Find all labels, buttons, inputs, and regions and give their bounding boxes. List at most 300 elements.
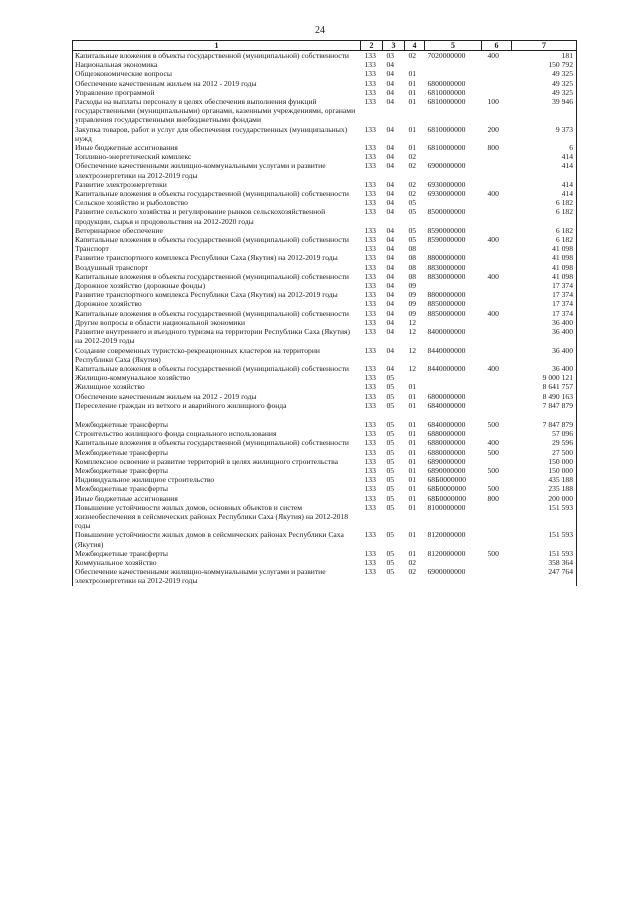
row-target-article: 6880000000 xyxy=(427,438,466,448)
row-target-article xyxy=(425,558,482,567)
row-section: 04 xyxy=(386,189,395,199)
row-ministry: 133 xyxy=(364,262,376,272)
row-amount: 181 xyxy=(512,51,577,61)
row-subsection: 01 xyxy=(408,87,417,97)
row-expense-type xyxy=(482,180,512,189)
row-section: 04 xyxy=(386,60,395,70)
row-target-article: 8120000000 xyxy=(427,548,466,558)
table-row xyxy=(73,410,577,420)
row-section: 04 xyxy=(386,207,395,217)
row-expense-type xyxy=(482,382,512,391)
row-section: 04 xyxy=(386,87,395,97)
row-section: 04 xyxy=(386,299,395,309)
table-row xyxy=(73,401,577,410)
row-subsection: 09 xyxy=(408,308,417,318)
row-ministry: 133 xyxy=(364,382,376,392)
row-name: Создание современных туристско-рекреационных кластеров на территории Республики Саха (Якутия) xyxy=(73,346,361,364)
row-target-article xyxy=(425,318,482,327)
row-target-article: 7020000000 xyxy=(427,51,466,60)
row-ministry: 133 xyxy=(364,78,376,88)
row-expense-type: 100 xyxy=(487,97,499,107)
row-expense-type: 400 xyxy=(487,308,499,318)
row-subsection: 01 xyxy=(408,391,417,401)
row-subsection xyxy=(405,373,425,382)
table-row xyxy=(73,143,577,152)
row-name: Дорожное хозяйство (дорожные фонды) xyxy=(73,281,361,290)
row-amount: 358 364 xyxy=(512,558,577,567)
row-subsection: 01 xyxy=(408,69,417,79)
row-ministry: 133 xyxy=(364,345,376,355)
row-expense-type xyxy=(482,327,512,345)
row-subsection: 08 xyxy=(408,244,417,254)
row-ministry: 133 xyxy=(364,373,376,383)
row-amount: 36 400 xyxy=(512,364,577,373)
row-subsection: 08 xyxy=(408,262,417,272)
row-name: Транспорт xyxy=(73,244,361,253)
row-name: Капитальные вложения в объекты государственной (муниципальной) собственности xyxy=(73,438,361,447)
row-section: 05 xyxy=(386,382,395,392)
row-name: Расходы на выплаты персоналу в целях обеспечения выполнения функций государственными (муниципальными) органами, казенными учреждениями, органами управления государственными внебюджетными фондами xyxy=(73,97,361,125)
row-expense-type xyxy=(482,410,512,420)
table-row xyxy=(73,392,577,401)
row-target-article: 8850000000 xyxy=(427,308,466,318)
row-name: Переселение граждан из ветхого и аварийного жилищного фонда xyxy=(73,401,361,410)
row-target-article: 6930000000 xyxy=(427,189,466,199)
row-amount: 247 764 xyxy=(512,567,577,585)
row-target-article xyxy=(425,244,482,253)
row-section: 05 xyxy=(386,429,395,439)
row-amount: 57 096 xyxy=(512,429,577,438)
row-section: 04 xyxy=(386,235,395,245)
row-subsection: 01 xyxy=(408,400,417,410)
row-amount: 151 593 xyxy=(512,549,577,558)
row-subsection: 01 xyxy=(408,78,417,88)
row-subsection: 02 xyxy=(408,189,417,199)
row-section: 04 xyxy=(386,225,395,235)
row-ministry: 133 xyxy=(364,69,376,79)
row-name: Капитальные вложения в объекты государственной (муниципальной) собственности xyxy=(73,309,361,318)
row-target-article: 8400000000 xyxy=(427,327,466,337)
row-subsection: 09 xyxy=(408,290,417,300)
row-name: Топливно-энергетический комплекс xyxy=(73,152,361,161)
row-target-article xyxy=(425,382,482,391)
column-header-target-article: 5 xyxy=(425,41,482,51)
row-target-article: 8440000000 xyxy=(427,345,466,355)
row-target-article: 8800000000 xyxy=(427,290,466,300)
row-expense-type xyxy=(482,429,512,438)
table-row xyxy=(73,69,577,78)
row-section: 03 xyxy=(386,51,395,60)
row-target-article xyxy=(425,281,482,290)
row-name: Межбюджетные трансферты xyxy=(73,420,361,429)
row-name: Жилищное хозяйство xyxy=(73,382,361,391)
row-ministry: 133 xyxy=(364,253,376,263)
table-row xyxy=(73,226,577,235)
row-section: 05 xyxy=(386,502,395,512)
budget-table xyxy=(72,40,577,586)
row-expense-type xyxy=(482,299,512,308)
row-section: 04 xyxy=(386,179,395,189)
table-row xyxy=(73,503,577,531)
row-target-article: 6840000000 xyxy=(427,400,466,410)
row-section: 05 xyxy=(386,493,395,503)
row-target-article xyxy=(425,60,482,69)
row-subsection xyxy=(405,60,425,69)
row-subsection: 01 xyxy=(408,456,417,466)
column-header-section: 3 xyxy=(383,41,405,51)
row-name: Межбюджетные трансферты xyxy=(73,448,361,457)
row-target-article: 6880000000 xyxy=(427,429,466,439)
row-expense-type: 500 xyxy=(487,548,499,558)
row-name: Иные бюджетные ассигнования xyxy=(73,143,361,152)
row-ministry: 133 xyxy=(364,299,376,309)
row-ministry: 133 xyxy=(364,447,376,457)
row-name: Другие вопросы в области национальной экономики xyxy=(73,318,361,327)
row-amount: 49 325 xyxy=(512,69,577,78)
row-expense-type: 400 xyxy=(487,189,499,199)
row-amount: 435 188 xyxy=(512,475,577,484)
row-ministry: 133 xyxy=(364,567,376,577)
row-section: 05 xyxy=(386,391,395,401)
row-target-article: 6900000000 xyxy=(427,567,466,577)
row-target-article: 6810000000 xyxy=(427,87,466,97)
row-ministry: 133 xyxy=(364,244,376,254)
row-target-article: 6810000000 xyxy=(427,124,466,134)
row-expense-type xyxy=(482,253,512,262)
row-subsection: 01 xyxy=(408,530,417,540)
row-ministry: 133 xyxy=(364,475,376,485)
row-section: 05 xyxy=(386,567,395,577)
row-name: Комплексное освоение и развитие территорий в целях жилищного строительства xyxy=(73,457,361,466)
row-target-article: 8100000000 xyxy=(427,502,466,512)
row-ministry: 133 xyxy=(364,502,376,512)
row-subsection: 12 xyxy=(408,345,417,355)
row-section: 05 xyxy=(386,447,395,457)
row-target-article: 8800000000 xyxy=(427,253,466,263)
row-expense-type xyxy=(482,198,512,207)
table-row xyxy=(73,420,577,429)
row-ministry: 133 xyxy=(364,290,376,300)
row-subsection: 08 xyxy=(408,271,417,281)
row-ministry: 133 xyxy=(364,124,376,134)
row-subsection: 01 xyxy=(408,438,417,448)
row-expense-type xyxy=(482,226,512,235)
table-row xyxy=(73,346,577,364)
row-name: Капитальные вложения в объекты государственной (муниципальной) собственности xyxy=(73,189,361,198)
row-subsection: 05 xyxy=(408,198,417,208)
row-ministry: 133 xyxy=(364,281,376,291)
row-subsection: 01 xyxy=(408,419,417,429)
row-expense-type: 200 xyxy=(487,124,499,134)
row-name: Обеспечение качественным жильем на 2012 - 2019 годы xyxy=(73,392,361,401)
row-section: 04 xyxy=(386,69,395,79)
row-expense-type: 400 xyxy=(487,51,499,60)
table-row xyxy=(73,88,577,97)
row-expense-type xyxy=(482,558,512,567)
row-target-article: 68Б0000000 xyxy=(427,475,467,485)
row-section: 04 xyxy=(386,262,395,272)
row-section: 05 xyxy=(386,419,395,429)
row-target-article: 6930000000 xyxy=(427,179,466,189)
row-amount: 36 400 xyxy=(512,327,577,345)
table-row xyxy=(73,263,577,272)
row-ministry: 133 xyxy=(364,484,376,494)
column-header-amount: 7 xyxy=(512,41,577,51)
row-subsection: 01 xyxy=(408,475,417,485)
row-section: 05 xyxy=(386,548,395,558)
row-name: Развитие транспортного комплекса Республики Саха (Якутия) на 2012-2019 годы xyxy=(73,253,361,262)
row-name: Капитальные вложения в объекты государственной (муниципальной) собственности xyxy=(73,272,361,281)
row-name: Повышение устойчивости жилых домов в сейсмических районах Республики Саха (Якутия) xyxy=(73,530,361,548)
row-target-article: 8830000000 xyxy=(427,271,466,281)
column-header-subsection: 4 xyxy=(405,41,425,51)
row-subsection: 12 xyxy=(408,317,417,327)
row-subsection: 01 xyxy=(408,548,417,558)
row-expense-type xyxy=(482,318,512,327)
row-amount: 8 490 163 xyxy=(512,392,577,401)
page-number: 24 xyxy=(315,25,325,36)
row-amount: 150 000 xyxy=(512,457,577,466)
table-row xyxy=(73,189,577,198)
row-expense-type xyxy=(482,244,512,253)
row-expense-type xyxy=(482,60,512,69)
row-expense-type: 400 xyxy=(487,235,499,245)
column-header-ministry: 2 xyxy=(361,41,383,51)
table-body xyxy=(73,51,577,586)
table-row xyxy=(73,198,577,207)
row-expense-type xyxy=(482,503,512,531)
row-expense-type: 800 xyxy=(487,493,499,503)
row-ministry: 133 xyxy=(364,456,376,466)
row-amount: 6 xyxy=(512,143,577,152)
row-ministry: 133 xyxy=(364,317,376,327)
row-name: Обеспечение качественным жильем на 2012 - 2019 годы xyxy=(73,79,361,88)
row-expense-type xyxy=(482,392,512,401)
row-section: 04 xyxy=(386,97,395,107)
row-ministry: 133 xyxy=(364,391,376,401)
row-subsection: 01 xyxy=(408,447,417,457)
row-expense-type xyxy=(482,69,512,78)
row-name: Индивидуальное жилищное строительство xyxy=(73,475,361,484)
row-ministry: 133 xyxy=(364,161,376,171)
row-amount: 6 182 xyxy=(512,198,577,207)
table-row xyxy=(73,51,577,61)
row-name: Ветеринарное обеспечение xyxy=(73,226,361,235)
row-ministry: 133 xyxy=(364,60,376,70)
row-ministry: 133 xyxy=(364,363,376,373)
row-name: Развитие электроэнергетики xyxy=(73,180,361,189)
table-row xyxy=(73,457,577,466)
row-subsection: 01 xyxy=(408,502,417,512)
row-name: Воздушный транспорт xyxy=(73,263,361,272)
row-ministry: 133 xyxy=(364,198,376,208)
row-amount: 9 373 xyxy=(512,125,577,143)
row-section: 05 xyxy=(386,373,395,383)
table-row xyxy=(73,429,577,438)
row-section: 04 xyxy=(386,152,395,162)
row-section: 04 xyxy=(386,143,395,153)
row-amount: 7 847 879 xyxy=(512,420,577,429)
row-name: Коммунальное хозяйство xyxy=(73,558,361,567)
row-name: Развитие внутреннего и въездного туризма на территории Республики Саха (Якутия) на 2012-2019 годы xyxy=(73,327,361,345)
row-target-article: 68Б0000000 xyxy=(427,493,467,503)
table-row xyxy=(73,299,577,308)
row-subsection: 01 xyxy=(408,143,417,153)
row-subsection: 02 xyxy=(408,161,417,171)
table-row xyxy=(73,272,577,281)
row-expense-type xyxy=(482,88,512,97)
row-subsection: 01 xyxy=(408,97,417,107)
row-subsection: 01 xyxy=(408,382,417,392)
row-name: Капитальные вложения в объекты государственной (муниципальной) собственности xyxy=(73,51,361,61)
row-amount: 49 325 xyxy=(512,88,577,97)
row-expense-type xyxy=(482,281,512,290)
table-row xyxy=(73,382,577,391)
row-subsection: 02 xyxy=(408,179,417,189)
row-amount: 17 374 xyxy=(512,281,577,290)
row-ministry: 133 xyxy=(364,271,376,281)
row-amount: 39 946 xyxy=(512,97,577,125)
row-ministry: 133 xyxy=(364,327,376,337)
row-section: 04 xyxy=(386,78,395,88)
row-subsection: 01 xyxy=(408,465,417,475)
row-name: Межбюджетные трансферты xyxy=(73,549,361,558)
row-subsection: 12 xyxy=(408,363,417,373)
row-ministry: 133 xyxy=(364,438,376,448)
row-ministry: 133 xyxy=(364,189,376,199)
table-row xyxy=(73,97,577,125)
row-section: 04 xyxy=(386,308,395,318)
row-section: 05 xyxy=(386,465,395,475)
row-expense-type: 500 xyxy=(487,419,499,429)
row-target-article: 8850000000 xyxy=(427,299,466,309)
table-row xyxy=(73,235,577,244)
row-amount: 41 098 xyxy=(512,253,577,262)
row-name: Общеэкономические вопросы xyxy=(73,69,361,78)
row-expense-type xyxy=(482,152,512,161)
table-row xyxy=(73,161,577,179)
row-target-article: 8440000000 xyxy=(427,363,466,373)
row-expense-type xyxy=(482,475,512,484)
row-amount: 49 325 xyxy=(512,79,577,88)
row-target-article xyxy=(425,152,482,161)
table-row xyxy=(73,180,577,189)
row-amount: 9 000 121 xyxy=(512,373,577,382)
row-subsection: 05 xyxy=(408,235,417,245)
table-row xyxy=(73,309,577,318)
row-ministry: 133 xyxy=(364,51,376,60)
row-ministry: 133 xyxy=(364,143,376,153)
row-expense-type: 400 xyxy=(487,271,499,281)
row-ministry: 133 xyxy=(364,225,376,235)
row-subsection: 02 xyxy=(408,152,417,162)
row-section: 04 xyxy=(386,363,395,373)
row-name: Закупка товаров, работ и услуг для обеспечения государственных (муниципальных) нужд xyxy=(73,125,361,143)
row-ministry: 133 xyxy=(364,152,376,162)
row-amount: 41 098 xyxy=(512,263,577,272)
row-target-article: 6880000000 xyxy=(427,447,466,457)
row-ministry: 133 xyxy=(364,97,376,107)
row-target-article: 8500000000 xyxy=(427,207,466,217)
row-subsection: 05 xyxy=(408,207,417,217)
row-amount: 27 500 xyxy=(512,448,577,457)
table-row xyxy=(73,207,577,225)
row-target-article: 6840000000 xyxy=(427,419,466,429)
row-ministry: 133 xyxy=(364,419,376,429)
table-row xyxy=(73,448,577,457)
row-amount: 41 098 xyxy=(512,272,577,281)
row-expense-type: 400 xyxy=(487,438,499,448)
row-ministry: 133 xyxy=(364,308,376,318)
row-subsection: 12 xyxy=(408,327,417,337)
table-row xyxy=(73,373,577,382)
row-ministry: 133 xyxy=(364,179,376,189)
row-section: 04 xyxy=(386,244,395,254)
row-amount: 8 641 757 xyxy=(512,382,577,391)
row-name: Повышение устойчивости жилых домов, основных объектов и систем жизнеобеспечения в сейсмических районах Республики Саха (Якутия) на 2012-2018 годы xyxy=(73,503,361,531)
row-section: 04 xyxy=(386,281,395,291)
row-amount xyxy=(512,410,577,420)
table-row xyxy=(73,484,577,493)
column-header-expense-type: 6 xyxy=(482,41,512,51)
row-expense-type xyxy=(482,346,512,364)
table-row xyxy=(73,494,577,503)
row-amount: 150 792 xyxy=(512,60,577,69)
row-target-article: 8120000000 xyxy=(427,530,466,540)
row-name: Строительство жилищного фонда социального использования xyxy=(73,429,361,438)
row-expense-type: 400 xyxy=(487,363,499,373)
row-amount: 414 xyxy=(512,189,577,198)
row-expense-type xyxy=(482,79,512,88)
row-expense-type xyxy=(482,530,512,548)
row-ministry: 133 xyxy=(364,530,376,540)
row-expense-type xyxy=(482,567,512,585)
row-expense-type xyxy=(482,161,512,179)
row-target-article: 6810000000 xyxy=(427,97,466,107)
row-ministry: 133 xyxy=(364,429,376,439)
table-row xyxy=(73,567,577,585)
row-section: 04 xyxy=(386,271,395,281)
row-expense-type xyxy=(482,290,512,299)
column-header-name: 1 xyxy=(73,41,361,51)
row-subsection: 01 xyxy=(408,484,417,494)
row-ministry: 133 xyxy=(364,235,376,245)
row-expense-type xyxy=(482,373,512,382)
row-target-article: 68Б0000000 xyxy=(427,484,467,494)
row-amount: 150 000 xyxy=(512,466,577,475)
row-name: Обеспечение качественными жилищно-коммунальными услугами и развитие электроэнергетики на 2012-2019 годы xyxy=(73,567,361,585)
row-expense-type: 500 xyxy=(487,447,499,457)
row-amount: 17 374 xyxy=(512,309,577,318)
row-section: 05 xyxy=(386,557,395,567)
row-name xyxy=(73,410,361,420)
row-expense-type xyxy=(482,401,512,410)
row-section: 05 xyxy=(386,400,395,410)
table-row xyxy=(73,466,577,475)
row-section: 04 xyxy=(386,290,395,300)
row-amount: 29 596 xyxy=(512,438,577,447)
row-name: Межбюджетные трансферты xyxy=(73,466,361,475)
row-subsection: 08 xyxy=(408,253,417,263)
row-target-article xyxy=(425,69,482,78)
row-name: Дорожное хозяйство xyxy=(73,299,361,308)
table-row xyxy=(73,475,577,484)
row-amount: 36 400 xyxy=(512,346,577,364)
table-row xyxy=(73,152,577,161)
row-target-article xyxy=(425,373,482,382)
row-amount: 6 182 xyxy=(512,226,577,235)
row-subsection: 01 xyxy=(408,124,417,134)
